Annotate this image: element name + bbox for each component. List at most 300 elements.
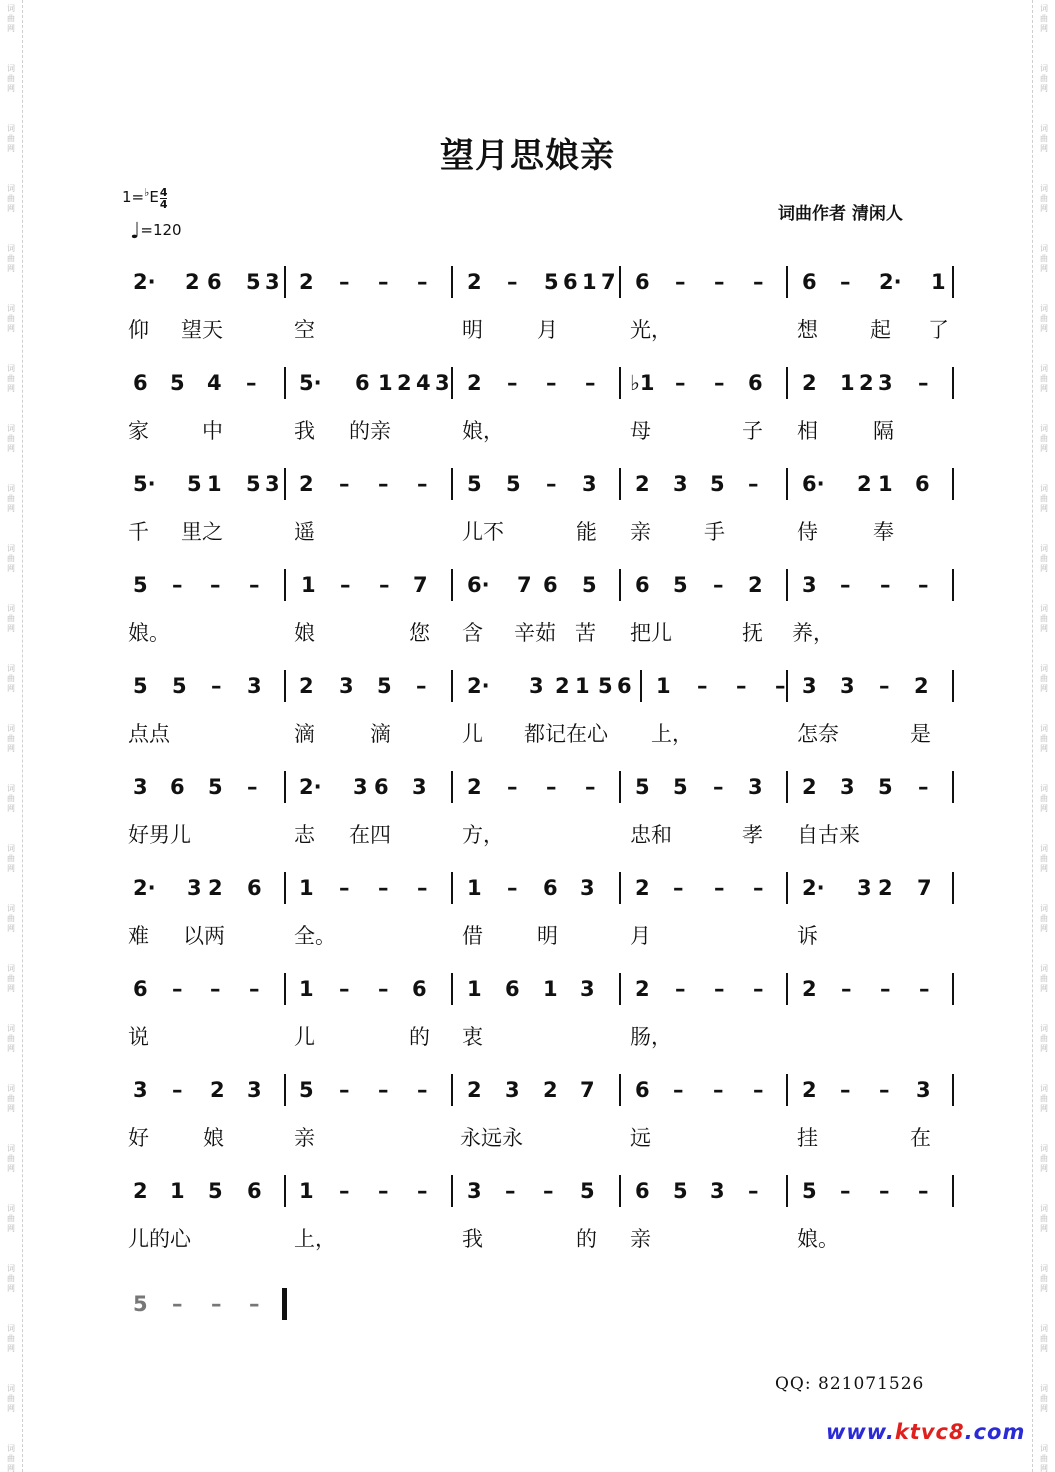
lyric-syllable: 忠和 xyxy=(630,823,672,847)
note: – xyxy=(753,977,764,1001)
lyrics-line xyxy=(0,1122,1055,1152)
note: – xyxy=(673,1078,684,1102)
note: 5 xyxy=(133,1292,148,1316)
barline xyxy=(952,367,954,399)
lyric-syllable: 起 xyxy=(870,318,891,342)
lyric-syllable: 相 xyxy=(797,419,818,443)
watermark-text: 词 曲 网 xyxy=(1040,1024,1048,1053)
note: – xyxy=(210,977,221,1001)
lyric-syllable: 借 xyxy=(462,924,483,948)
note: 3 xyxy=(265,270,280,294)
watermark-text: 词 曲 网 xyxy=(7,784,15,813)
watermark-text: 词 曲 网 xyxy=(7,364,15,393)
note: – xyxy=(211,1292,222,1316)
note: 6 xyxy=(207,270,222,294)
lyric-syllable: 在四 xyxy=(349,823,391,847)
note: 3 xyxy=(353,775,368,799)
note: 6 xyxy=(543,573,558,597)
watermark-text: 词 曲 网 xyxy=(1040,424,1048,453)
note: 1 xyxy=(299,1179,314,1203)
note: 2 xyxy=(467,371,482,395)
note: – xyxy=(378,1179,389,1203)
note: 7 xyxy=(413,573,428,597)
note: 3 xyxy=(916,1078,931,1102)
note: – xyxy=(211,674,222,698)
barline xyxy=(284,973,286,1005)
lyric-syllable: 衷 xyxy=(462,1025,483,1049)
lyrics-line xyxy=(0,314,1055,344)
barline xyxy=(786,973,788,1005)
lyric-syllable: 娘 xyxy=(294,621,315,645)
watermark-text: 词 曲 网 xyxy=(7,544,15,573)
lyric-syllable: 辛茹 xyxy=(514,621,556,645)
note: 2 xyxy=(635,876,650,900)
note: 5 xyxy=(582,573,597,597)
note: 2· xyxy=(133,876,156,900)
note: – xyxy=(378,1078,389,1102)
watermark-text: 词 曲 网 xyxy=(7,424,15,453)
final-barline xyxy=(282,1288,287,1320)
note: – xyxy=(697,674,708,698)
barline xyxy=(786,367,788,399)
note: 7 xyxy=(601,270,616,294)
lyric-syllable: 方， xyxy=(462,823,504,847)
note: 6 xyxy=(247,1179,262,1203)
barline xyxy=(284,1175,286,1207)
note: – xyxy=(417,472,428,496)
barline xyxy=(619,872,621,904)
note: – xyxy=(340,573,351,597)
note: 3 xyxy=(582,472,597,496)
watermark-text: 词 曲 网 xyxy=(1040,604,1048,633)
note: – xyxy=(505,1179,516,1203)
note: 2 xyxy=(748,573,763,597)
note: 1 xyxy=(467,876,482,900)
note: – xyxy=(417,270,428,294)
barline xyxy=(284,872,286,904)
note: 3 xyxy=(748,775,763,799)
lyric-syllable: 仰 xyxy=(128,318,149,342)
note: 5· xyxy=(299,371,322,395)
lyric-syllable: 光， xyxy=(630,318,672,342)
note: 5 xyxy=(170,371,185,395)
note: – xyxy=(675,270,686,294)
lyric-syllable: 月 xyxy=(537,318,558,342)
note: 3 xyxy=(505,1078,520,1102)
watermark-text: 词 曲 网 xyxy=(1040,1204,1048,1233)
watermark-text: 词 曲 网 xyxy=(7,64,15,93)
barline xyxy=(451,1074,453,1106)
note: 2 xyxy=(802,775,817,799)
note: 1 xyxy=(878,472,893,496)
lyric-syllable: 了 xyxy=(928,318,949,342)
lyric-syllable: 滴 xyxy=(294,722,315,746)
note: – xyxy=(417,876,428,900)
notation-line xyxy=(0,1171,1055,1211)
barline xyxy=(284,670,286,702)
note: – xyxy=(172,977,183,1001)
lyric-syllable: 望天 xyxy=(181,318,223,342)
note: 3 xyxy=(187,876,202,900)
note: 2· xyxy=(802,876,825,900)
note: 3 xyxy=(580,876,595,900)
note: – xyxy=(880,573,891,597)
lyric-syllable: 在 xyxy=(910,1126,931,1150)
note: – xyxy=(880,977,891,1001)
note: 6 xyxy=(355,371,370,395)
note: – xyxy=(748,1179,759,1203)
watermark-text: 词 曲 网 xyxy=(1040,844,1048,873)
note: 6 xyxy=(802,270,817,294)
lyrics-line xyxy=(0,415,1055,445)
note: 5· xyxy=(133,472,156,496)
note: – xyxy=(919,977,930,1001)
lyric-syllable: 家 xyxy=(128,419,149,443)
note: 6 xyxy=(635,1179,650,1203)
watermark-text: 词 曲 网 xyxy=(1040,904,1048,933)
notation-line xyxy=(0,868,1055,908)
note: – xyxy=(714,876,725,900)
note: 7 xyxy=(580,1078,595,1102)
note: – xyxy=(378,876,389,900)
barline xyxy=(952,266,954,298)
watermark-text: 词 曲 网 xyxy=(7,904,15,933)
note: 5 xyxy=(208,1179,223,1203)
note: – xyxy=(675,977,686,1001)
barline xyxy=(451,1175,453,1207)
note: ♭1 xyxy=(630,371,655,395)
note: 3 xyxy=(133,1078,148,1102)
key-signature xyxy=(122,186,167,210)
watermark-text: 词 曲 网 xyxy=(7,484,15,513)
watermark-text: 词 曲 网 xyxy=(1040,304,1048,333)
note: 2 xyxy=(802,977,817,1001)
barline xyxy=(451,569,453,601)
note: – xyxy=(507,876,518,900)
lyric-syllable: 遥 xyxy=(294,520,315,544)
lyric-syllable: 都记在心 xyxy=(524,722,608,746)
note: 2· xyxy=(299,775,322,799)
note: 2 xyxy=(635,472,650,496)
barline xyxy=(284,468,286,500)
lyric-syllable: 亲 xyxy=(630,1227,651,1251)
notation-line xyxy=(0,767,1055,807)
note: 3 xyxy=(467,1179,482,1203)
notation-line xyxy=(0,969,1055,1009)
note: 6 xyxy=(374,775,389,799)
barline xyxy=(952,1175,954,1207)
lyric-syllable: 远 xyxy=(630,1126,651,1150)
barline xyxy=(952,973,954,1005)
note: 6 xyxy=(133,977,148,1001)
note: 3 xyxy=(802,674,817,698)
watermark-text: 词 曲 网 xyxy=(7,184,15,213)
note: 3 xyxy=(857,876,872,900)
note: 5 xyxy=(710,472,725,496)
note: 3 xyxy=(247,674,262,698)
note: 2 xyxy=(467,270,482,294)
note: – xyxy=(507,371,518,395)
lyric-syllable: 娘， xyxy=(462,419,504,443)
barline xyxy=(619,1074,621,1106)
note: – xyxy=(879,1078,890,1102)
barline xyxy=(786,872,788,904)
note: – xyxy=(546,775,557,799)
watermark-text: 词 曲 网 xyxy=(1040,4,1048,33)
composer-credit: 词曲作者 清闲人 xyxy=(778,204,903,224)
barline xyxy=(451,670,453,702)
note: – xyxy=(417,1078,428,1102)
barline xyxy=(619,266,621,298)
note: 5 xyxy=(673,573,688,597)
note: – xyxy=(753,1078,764,1102)
barline xyxy=(786,468,788,500)
note: 3 xyxy=(840,775,855,799)
note: 6· xyxy=(802,472,825,496)
note: – xyxy=(840,270,851,294)
note: 6 xyxy=(748,371,763,395)
notation-line xyxy=(0,262,1055,302)
note: 5 xyxy=(377,674,392,698)
tempo-marking xyxy=(130,219,182,244)
watermark-text: 词 曲 网 xyxy=(1040,1384,1048,1413)
note: 2 xyxy=(208,876,223,900)
watermark-text: 词 曲 网 xyxy=(7,304,15,333)
lyric-syllable: 侍 xyxy=(797,520,818,544)
note: – xyxy=(249,977,260,1001)
lyric-syllable: 您 xyxy=(409,621,430,645)
lyric-syllable: 千 xyxy=(128,520,149,544)
note: 2 xyxy=(397,371,412,395)
note: 3 xyxy=(247,1078,262,1102)
barline xyxy=(952,1074,954,1106)
note: 6 xyxy=(915,472,930,496)
note: 3 xyxy=(710,1179,725,1203)
watermark-text: 词 曲 网 xyxy=(1040,1144,1048,1173)
watermark-text: 词 曲 网 xyxy=(7,124,15,153)
lyric-syllable: 儿的心 xyxy=(128,1227,191,1251)
note: – xyxy=(840,1078,851,1102)
lyrics-line xyxy=(0,718,1055,748)
lyric-syllable: 肠， xyxy=(630,1025,672,1049)
barline xyxy=(952,771,954,803)
note: 6 xyxy=(635,573,650,597)
note: – xyxy=(753,270,764,294)
note: 5 xyxy=(133,674,148,698)
note: 6 xyxy=(247,876,262,900)
note: – xyxy=(417,1179,428,1203)
watermark-text: 词 曲 网 xyxy=(7,604,15,633)
lyrics-line xyxy=(0,617,1055,647)
note: – xyxy=(714,977,725,1001)
watermark-text: 词 曲 网 xyxy=(7,1324,15,1353)
lyric-syllable: 抚 xyxy=(742,621,763,645)
note: 6 xyxy=(412,977,427,1001)
flat-icon: ♭ xyxy=(144,186,150,199)
watermark-text: 词 曲 网 xyxy=(1040,124,1048,153)
note: 2 xyxy=(543,1078,558,1102)
watermark-text: 词 曲 网 xyxy=(7,664,15,693)
note: – xyxy=(339,977,350,1001)
note: – xyxy=(378,270,389,294)
lyric-syllable: 我 xyxy=(462,1227,483,1251)
watermark-text: 词 曲 网 xyxy=(1040,364,1048,393)
note: – xyxy=(736,674,747,698)
lyric-syllable: 苦 xyxy=(575,621,596,645)
barline xyxy=(786,266,788,298)
watermark-text: 词 曲 网 xyxy=(1040,664,1048,693)
lyric-syllable: 里之 xyxy=(181,520,223,544)
lyrics-line xyxy=(0,1021,1055,1051)
note: 2 xyxy=(185,270,200,294)
barline xyxy=(284,569,286,601)
barline xyxy=(451,771,453,803)
note: 6 xyxy=(635,1078,650,1102)
note: – xyxy=(713,573,724,597)
lyric-syllable: 点点 xyxy=(128,722,170,746)
note: 4 xyxy=(207,371,222,395)
note: 1 xyxy=(582,270,597,294)
note: – xyxy=(543,1179,554,1203)
note: – xyxy=(249,1292,260,1316)
note: – xyxy=(339,472,350,496)
lyric-syllable: 的 xyxy=(576,1227,597,1251)
note: 4 xyxy=(416,371,431,395)
note: 6 xyxy=(617,674,632,698)
note: 5 xyxy=(802,1179,817,1203)
note: 2 xyxy=(802,371,817,395)
note: 5 xyxy=(246,270,261,294)
note: 7 xyxy=(917,876,932,900)
watermark-text: 词 曲 网 xyxy=(7,724,15,753)
note: 5 xyxy=(299,1078,314,1102)
barline xyxy=(786,1175,788,1207)
notation-line xyxy=(0,1070,1055,1110)
note: 2 xyxy=(467,1078,482,1102)
tempo-value: =120 xyxy=(140,221,182,239)
barline xyxy=(952,670,954,702)
lyric-syllable: 以两 xyxy=(183,924,225,948)
lyric-syllable: 是 xyxy=(910,722,931,746)
lyric-syllable: 孝 xyxy=(742,823,763,847)
barline xyxy=(451,872,453,904)
note: – xyxy=(246,371,257,395)
watermark-text: 词 曲 网 xyxy=(7,964,15,993)
note: – xyxy=(918,573,929,597)
barline xyxy=(952,468,954,500)
watermark-text: 词 曲 网 xyxy=(1040,184,1048,213)
note: – xyxy=(339,270,350,294)
watermark-text: 词 曲 网 xyxy=(1040,244,1048,273)
notation-line xyxy=(0,565,1055,605)
lyrics-line xyxy=(0,1223,1055,1253)
note: 3 xyxy=(878,371,893,395)
watermark-text: 词 曲 网 xyxy=(7,1444,15,1472)
barline xyxy=(786,569,788,601)
lyric-syllable: 把儿 xyxy=(630,621,672,645)
note: 5 xyxy=(544,270,559,294)
key-prefix: 1= xyxy=(122,188,145,206)
note: 1 xyxy=(543,977,558,1001)
watermark-text: 词 曲 网 xyxy=(1040,64,1048,93)
note: 5 xyxy=(133,573,148,597)
note: 7 xyxy=(517,573,532,597)
note: 1 xyxy=(656,674,671,698)
lyric-syllable: 明 xyxy=(537,924,558,948)
watermark-text: 词 曲 网 xyxy=(1040,784,1048,813)
note: 3 xyxy=(580,977,595,1001)
note: 3 xyxy=(802,573,817,597)
note: 1 xyxy=(575,674,590,698)
barline xyxy=(619,1175,621,1207)
note: 6 xyxy=(505,977,520,1001)
lyrics-line xyxy=(0,920,1055,950)
watermark-text: 词 曲 网 xyxy=(7,1384,15,1413)
note: – xyxy=(585,371,596,395)
note: 5 xyxy=(580,1179,595,1203)
note: 6 xyxy=(543,876,558,900)
note: – xyxy=(210,573,221,597)
note: 2 xyxy=(210,1078,225,1102)
qq-contact: QQ: 821071526 xyxy=(775,1374,925,1394)
note: 2· xyxy=(467,674,490,698)
note: 5 xyxy=(172,674,187,698)
watermark-text: 词 曲 网 xyxy=(1040,544,1048,573)
barline xyxy=(451,367,453,399)
note: 3 xyxy=(673,472,688,496)
lyric-syllable: 母 xyxy=(630,419,651,443)
lyric-syllable: 好 xyxy=(128,1126,149,1150)
lyric-syllable: 中 xyxy=(202,419,223,443)
lyrics-line xyxy=(0,819,1055,849)
note: – xyxy=(339,1179,350,1203)
note: 1 xyxy=(931,270,946,294)
note: 6 xyxy=(133,371,148,395)
note: 1 xyxy=(467,977,482,1001)
note: 2 xyxy=(299,674,314,698)
lyrics-line xyxy=(0,516,1055,546)
note: 6· xyxy=(467,573,490,597)
lyric-syllable: 手 xyxy=(704,520,725,544)
lyric-syllable: 子 xyxy=(742,419,763,443)
watermark-text: 词 曲 网 xyxy=(7,844,15,873)
note: – xyxy=(172,1078,183,1102)
barline xyxy=(451,266,453,298)
lyric-syllable: 滴 xyxy=(370,722,391,746)
note: 1 xyxy=(301,573,316,597)
lyric-syllable: 说 xyxy=(128,1025,149,1049)
lyric-syllable: 奉 xyxy=(873,520,894,544)
note: 5 xyxy=(208,775,223,799)
note: 2 xyxy=(857,472,872,496)
note: 2 xyxy=(467,775,482,799)
lyric-syllable: 儿不 xyxy=(462,520,504,544)
note: 2· xyxy=(133,270,156,294)
lyric-syllable: 难 xyxy=(128,924,149,948)
note: 2 xyxy=(859,371,874,395)
lyric-syllable: 养， xyxy=(792,621,834,645)
lyric-syllable: 月 xyxy=(630,924,651,948)
watermark-text: 词 曲 网 xyxy=(1040,964,1048,993)
note: 1 xyxy=(170,1179,185,1203)
note: 2 xyxy=(133,1179,148,1203)
barline xyxy=(284,266,286,298)
barline xyxy=(619,468,621,500)
note: 2 xyxy=(802,1078,817,1102)
lyric-syllable: 上， xyxy=(651,722,693,746)
barline xyxy=(451,973,453,1005)
lyric-syllable: 好男儿 xyxy=(128,823,191,847)
